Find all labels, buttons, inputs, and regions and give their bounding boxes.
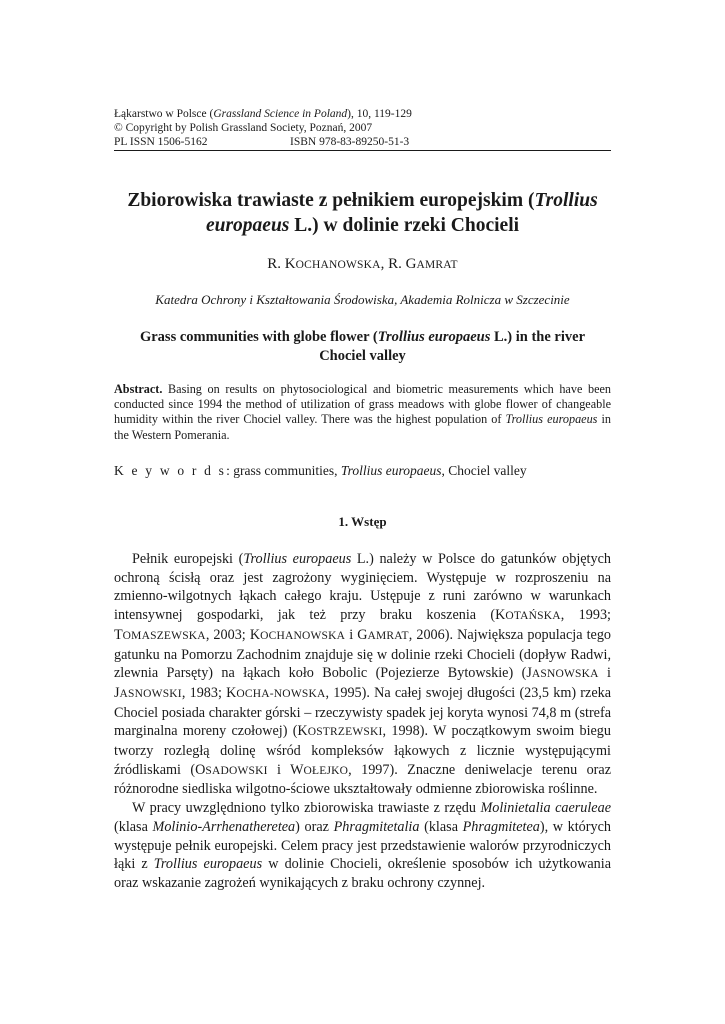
keywords-label: K e y w o r d s (114, 463, 227, 478)
en-title-part: L.) in the river (490, 329, 586, 345)
citation-author: ASNOWSKA (531, 668, 599, 681)
text-run: , 1983; K (181, 684, 237, 701)
copyright-line: © Copyright by Polish Grassland Society, Poznań, 2007 (114, 122, 373, 134)
journal-name: Grassland Science in Poland (213, 108, 348, 120)
abstract-text: in the Western Pomerania. (114, 412, 611, 442)
text-run: , 1993; T (114, 607, 611, 643)
text-run: (klasa (419, 818, 463, 835)
text-italic: Molinietalia caeruleae (480, 800, 611, 817)
en-title-part: Grass communities with globe flower ( (139, 329, 378, 345)
author-text: AMRAT (416, 259, 458, 271)
text-run: , 2003; K (205, 626, 261, 643)
paragraph (114, 550, 611, 799)
citation-author: SADOWSKI (205, 764, 268, 777)
text-run: , 1997). Znaczne deniwelacje terenu oraz różnorodne siedliska wilgotno-ściowe ukształtowały odmienne zbiorowiska roślinne. (114, 761, 612, 798)
keywords-text: : grass communities, (226, 463, 341, 478)
text-run: ), w których występuje pełnik europejski. Celem pracy jest przedstawienie walorów przyrodniczych łąki z (114, 818, 611, 873)
author-text: OCHANOWSKA (295, 259, 381, 271)
title-italic: Trollius (534, 190, 598, 211)
text-run: L.) należy w Polsce do gatunków objętych ochroną ścisłą oraz jest zagrożony wyginięciem. Występuje w rozproszeniu na zmienno-wilgotnych łąkach całego kraju. Ustępuje z runi zarówno w warunkach intensywnej gospodarki, jak też przy braku koszenia (K (114, 551, 611, 624)
citation-author: OTAŃSKA (505, 610, 561, 623)
issn: PL ISSN 1506-5162 (114, 136, 208, 148)
text-run: , 1998). W początkowym swoim biegu tworzy rozległą dolinę wśród kompleksów łąkowych z licznie występującymi źródliskami (O (114, 723, 611, 778)
text-italic: Phragmitetalia (333, 818, 420, 835)
text-run: i G (345, 626, 368, 643)
journal-citation-post: ), 10, 119-129 (347, 108, 412, 120)
text-run: , 2006). Największa populacja tego gatunku na Pomorzu Zachodnim znajduje się w dolinie rzeki Chocieli (dopływ Radwi, zlewnia Parsęty) na łąkach koło Bobolic (Pojezierze Bytowskie) (J (114, 626, 612, 682)
paper-title (114, 188, 611, 238)
text-run: (klasa (114, 818, 153, 835)
body-text (114, 550, 611, 893)
author-text: R. K (267, 256, 296, 272)
title-part: L.) w dolinie rzeki Chocieli (289, 215, 520, 236)
en-title-part: Chociel valley (319, 348, 406, 364)
text-italic: Trollius europaeus (243, 551, 352, 567)
abstract-label: Abstract. (114, 382, 163, 396)
citation-author: AMRAT (367, 629, 409, 642)
text-run: Pełnik europejski ( (132, 551, 244, 567)
journal-citation-pre: Łąkarstwo w Polsce ( (114, 108, 214, 120)
keywords-text: , Chociel valley (441, 463, 527, 478)
abstract-text: Basing on results on phytosociological and biometric measurements which have been conducted since 1994 the method of utilization of grass meadows with globe flower of changeable humidity within the river Chociel valley. There was the highest population of (114, 382, 611, 427)
keywords-italic: Trollius europaeus (340, 463, 442, 478)
citation-author: OCHA-NOWSKA (236, 687, 326, 700)
text-italic: Molinio-Arrhenatheretea (152, 818, 296, 835)
journal-header (114, 107, 614, 149)
isbn: ISBN 978-83-89250-51-3 (290, 136, 410, 148)
text-run: i J (114, 665, 611, 701)
citation-author: OCHANOWSKA (260, 629, 346, 642)
author-text: , R. G (380, 256, 417, 272)
issn-line (114, 135, 614, 149)
english-title (114, 328, 611, 366)
section-heading: 1. Wstęp (338, 514, 387, 529)
journal-citation (114, 107, 614, 121)
text-italic: Trollius europaeus (153, 856, 263, 873)
citation-author: ASNOWSKI (119, 687, 182, 700)
text-italic: Phragmitetea (462, 818, 540, 835)
abstract (114, 382, 611, 443)
citation-author: OŁEJKO (303, 764, 349, 777)
citation-author: OMASZEWSKA (122, 629, 206, 642)
citation-author: OSTRZEWSKI (307, 726, 383, 739)
text-run: W pracy uwzględniono tylko zbiorowiska trawiaste z rzędu (132, 800, 481, 817)
text-run: w dolinie Chocieli, określenie sposobów ich użytkowania oraz wskazanie zagrożeń wynikających z braku ochrony czynnej. (114, 856, 611, 891)
title-part: Zbiorowiska trawiaste z pełnikiem europejskim ( (127, 190, 535, 211)
abstract-italic: Trollius europaeus (505, 412, 598, 427)
text-run: ) oraz (295, 818, 334, 835)
en-title-italic: Trollius europaeus (377, 329, 491, 345)
text-run: , 1995). Na całej swojej długości (23,5 km) rzeka Chociel posiada charakter górski – rzeczywisty spadek jej koryta wynosi 74,8 m (strefa marginalna moreny czołowej) (K (114, 684, 612, 740)
text-run: i W (267, 761, 304, 778)
header-divider (114, 150, 611, 151)
title-italic: europaeus (205, 215, 290, 236)
paragraph (114, 799, 611, 893)
keywords (114, 463, 611, 479)
affiliation: Katedra Ochrony i Kształtowania Środowiska, Akademia Rolnicza w Szczecinie (155, 292, 570, 307)
authors (114, 256, 611, 273)
